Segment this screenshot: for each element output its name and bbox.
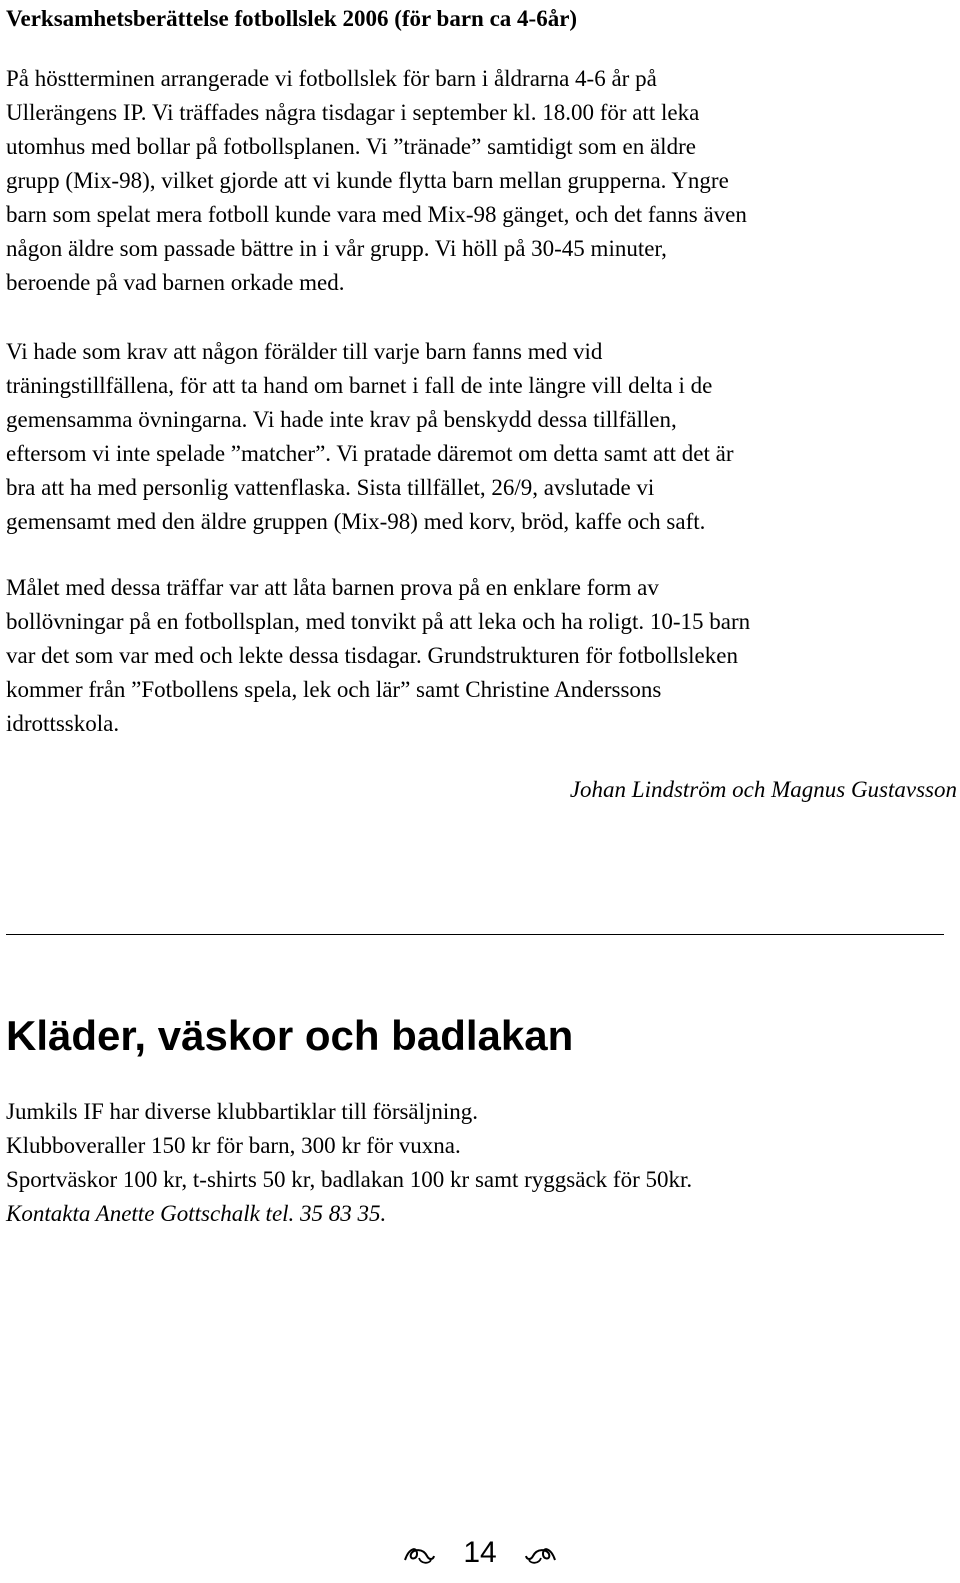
paragraph-line: På höstterminen arrangerade vi fotbollslek för barn i åldrarna 4-6 år på [6,66,657,91]
section-divider [6,934,944,935]
paragraph-line: idrottsskola. [6,711,120,736]
paragraph-line: beroende på vad barnen orkade med. [6,270,345,295]
paragraph-line: bollövningar på en fotbollsplan, med tonvikt på att leka och ha roligt. 10-15 barn [6,609,751,634]
paragraph-line: träningstillfällena, för att ta hand om barnet i fall de inte längre vill delta i de [6,373,713,398]
paragraph-line: Målet med dessa träffar var att låta barnen prova på en enklare form av [6,575,659,600]
page-footer [0,1533,960,1583]
paragraph-line: grupp (Mix-98), vilket gjorde att vi kunde flytta barn mellan grupperna. Yngre [6,168,729,193]
paragraph-1 [6,62,960,300]
list-item: Klubboveraller 150 kr för barn, 300 kr för vuxna. [6,1133,461,1158]
paragraph-2 [6,335,960,539]
section-title: Verksamhetsberättelse fotbollslek 2006 (för barn ca 4-6år) [6,6,578,31]
list-item: Sportväskor 100 kr, t-shirts 50 kr, badlakan 100 kr samt ryggsäck för 50kr. [6,1167,693,1192]
section-heading: Kläder, väskor och badlakan [6,1012,574,1059]
merchandise-list [6,1095,692,1231]
paragraph-line: utomhus med bollar på fotbollsplanen. Vi ”tränade” samtidigt som en äldre [6,134,696,159]
floral-ornament-right-icon [523,1538,559,1568]
signature: Johan Lindström och Magnus Gustavsson [569,777,957,802]
paragraph-line: Vi hade som krav att någon förälder till varje barn fanns med vid [6,339,603,364]
contact-line: Kontakta Anette Gottschalk tel. 35 83 35. [6,1201,387,1226]
paragraph-line: Ullerängens IP. Vi träffades några tisdagar i september kl. 18.00 för att leka [6,100,700,125]
paragraph-line: var det som var med och lekte dessa tisdagar. Grundstrukturen för fotbollsleken [6,643,738,668]
paragraph-line: gemensamma övningarna. Vi hade inte krav på benskydd dessa tillfällen, [6,407,677,432]
paragraph-line: bra att ha med personlig vattenflaska. Sista tillfället, 26/9, avslutade vi [6,475,655,500]
list-item: Jumkils IF har diverse klubbartiklar till försäljning. [6,1099,479,1124]
paragraph-line: eftersom vi inte spelade ”matcher”. Vi pratade däremot om detta samt att det är [6,441,734,466]
paragraph-line: gemensamt med den äldre gruppen (Mix-98) med korv, bröd, kaffe och saft. [6,509,706,534]
paragraph-line: kommer från ”Fotbollens spela, lek och lär” samt Christine Anderssons [6,677,662,702]
paragraph-line: någon äldre som passade bättre in i vår grupp. Vi höll på 30-45 minuter, [6,236,667,261]
paragraph-line: barn som spelat mera fotboll kunde vara med Mix-98 gänget, och det fanns även [6,202,747,227]
page-number: 14 [463,1536,497,1569]
floral-ornament-left-icon [401,1538,437,1568]
paragraph-3 [6,571,960,741]
